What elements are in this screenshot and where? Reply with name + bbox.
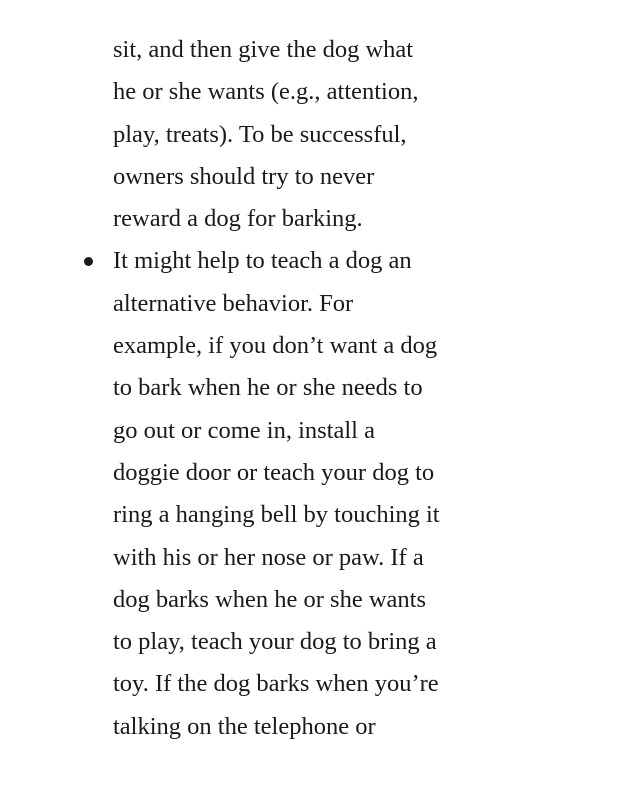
text-line: reward a dog for barking. [113, 205, 363, 233]
text-line: to bark when he or she needs to [113, 374, 423, 402]
body-text [113, 29, 513, 748]
text-line: go out or come in, install a [113, 416, 375, 444]
text-line: play, treats). To be successful, [113, 120, 407, 148]
bullet-list-item [113, 240, 513, 748]
text-line: It might help to teach a dog an [113, 247, 412, 275]
text-line: owners should try to never [113, 162, 375, 190]
text-line: sit, and then give the dog what [113, 36, 414, 63]
text-line: ring a hanging bell by touching it [113, 501, 440, 529]
text-line: example, if you don’t want a dog [113, 332, 438, 360]
text-line: to play, teach your dog to bring a [113, 628, 437, 656]
text-line: dog barks when he or she wants [113, 585, 426, 613]
text-line: he or she wants (e.g., attention, [113, 78, 419, 106]
text-line: alternative behavior. For [113, 289, 354, 317]
bullet-icon [84, 257, 93, 266]
text-line: talking on the telephone or [113, 712, 376, 740]
text-line: doggie door or teach your dog to [113, 458, 435, 486]
text-line: toy. If the dog barks when you’re [113, 670, 439, 698]
text-line: with his or her nose or paw. If a [113, 543, 424, 571]
